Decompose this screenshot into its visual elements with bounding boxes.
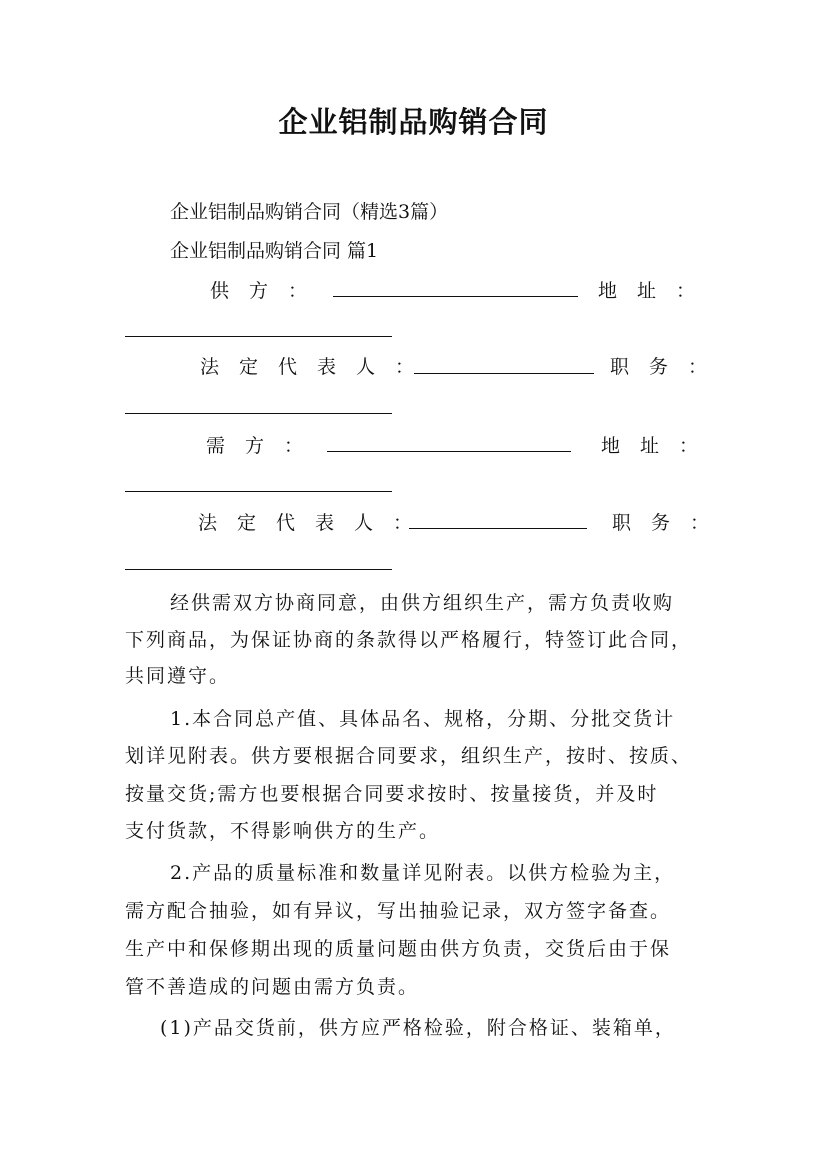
paragraph-2-line-1: 1.本合同总产值、具体品名、规格，分期、分批交货计 (170, 708, 676, 730)
buyer-label: 需方： (206, 435, 324, 457)
paragraph-2-line-3: 按量交货;需方也要根据合同要求按时、按量接货，并及时 (125, 783, 659, 805)
position-label-2: 职务： (612, 512, 730, 534)
position-blank-1[interactable] (125, 413, 392, 414)
buyer-blank[interactable] (327, 451, 571, 452)
paragraph-3-line-2: 需方配合抽验，如有异议，写出抽验记录，双方签字备查。 (125, 900, 672, 922)
paragraph-4-line-1: (1)产品交货前，供方应严格检验，附合格证、装箱单， (160, 1017, 676, 1039)
paragraph-3-line-4: 管不善造成的问题由需方负责。 (125, 976, 420, 998)
legal-rep-blank-1[interactable] (414, 373, 594, 374)
paragraph-1-line-3: 共同遵守。 (125, 665, 231, 687)
document-subtitle: 企业铝制品购销合同（精选3篇） (170, 201, 449, 223)
paragraph-3-line-1: 2.产品的质量标准和数量详见附表。以供方检验为主， (170, 862, 676, 884)
supplier-label: 供方： (210, 280, 328, 302)
position-blank-2[interactable] (125, 569, 392, 570)
legal-rep-label-1: 法定代表人： (200, 356, 435, 378)
address-blank-1[interactable] (125, 336, 392, 337)
address-blank-2[interactable] (125, 491, 392, 492)
paragraph-1-line-1: 经供需双方协商同意，由供方组织生产，需方负责收购 (170, 592, 675, 614)
paragraph-2-line-4: 支付货款，不得影响供方的生产。 (125, 820, 441, 842)
supplier-blank[interactable] (333, 296, 578, 297)
address-label-1: 地址： (598, 280, 716, 302)
document-title: 企业铝制品购销合同 (278, 105, 549, 139)
paragraph-2-line-2: 划详见附表。供方要根据合同要求，组织生产，按时、按质、 (125, 745, 693, 767)
legal-rep-label-2: 法定代表人： (198, 512, 433, 534)
legal-rep-blank-2[interactable] (409, 528, 587, 529)
address-label-2: 地址： (601, 435, 719, 457)
paragraph-3-line-3: 生产中和保修期出现的质量问题由供方负责，交货后由于保 (125, 938, 672, 960)
section-heading: 企业铝制品购销合同 篇1 (170, 240, 379, 262)
position-label-1: 职务： (610, 356, 728, 378)
paragraph-1-line-2: 下列商品，为保证协商的条款得以严格履行，特签订此合同， (125, 629, 693, 651)
